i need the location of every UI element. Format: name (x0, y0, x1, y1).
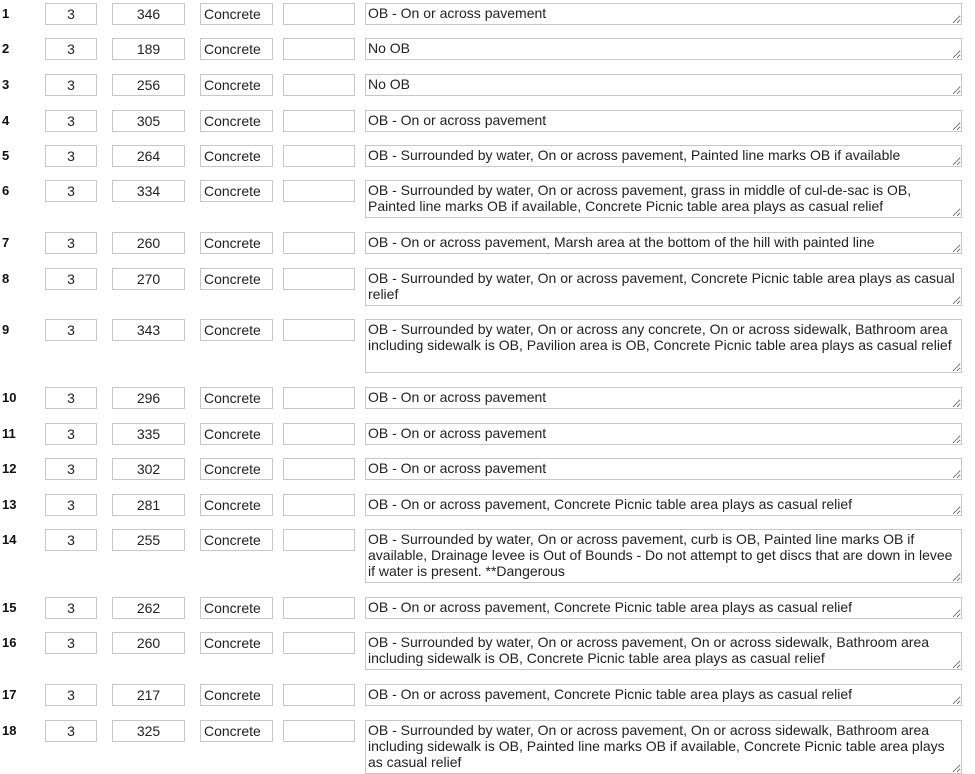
hole-number: 12 (2, 461, 17, 476)
notes-textarea[interactable] (365, 720, 962, 774)
par-input[interactable] (45, 232, 97, 254)
extra-input[interactable] (283, 684, 355, 706)
distance-input[interactable] (112, 458, 185, 480)
extra-input[interactable] (283, 387, 355, 409)
extra-input[interactable] (283, 494, 355, 516)
extra-input[interactable] (283, 110, 355, 132)
tee-type-input[interactable] (200, 110, 273, 132)
distance-input[interactable] (112, 597, 185, 619)
par-input[interactable] (45, 632, 97, 654)
hole-number: 10 (2, 390, 17, 405)
tee-type-input[interactable] (200, 423, 273, 445)
hole-number: 11 (2, 426, 16, 441)
notes-textarea[interactable] (365, 38, 962, 60)
par-input[interactable] (45, 720, 97, 742)
tee-type-input[interactable] (200, 145, 273, 167)
notes-textarea[interactable] (365, 319, 962, 373)
notes-textarea[interactable] (365, 632, 962, 670)
distance-input[interactable] (112, 684, 185, 706)
distance-input[interactable] (112, 3, 185, 25)
distance-input[interactable] (112, 423, 185, 445)
distance-input[interactable] (112, 232, 185, 254)
par-input[interactable] (45, 458, 97, 480)
notes-textarea[interactable] (365, 232, 962, 254)
notes-textarea[interactable] (365, 268, 962, 306)
par-input[interactable] (45, 684, 97, 706)
extra-input[interactable] (283, 180, 355, 202)
extra-input[interactable] (283, 74, 355, 96)
tee-type-input[interactable] (200, 529, 273, 551)
hole-number: 14 (2, 532, 17, 547)
hole-number: 4 (2, 113, 10, 128)
par-input[interactable] (45, 529, 97, 551)
notes-textarea[interactable] (365, 3, 962, 25)
hole-number: 13 (2, 497, 17, 512)
extra-input[interactable] (283, 268, 355, 290)
hole-number: 1 (2, 6, 10, 21)
distance-input[interactable] (112, 180, 185, 202)
hole-number: 2 (2, 41, 10, 56)
tee-type-input[interactable] (200, 632, 273, 654)
hole-number: 16 (2, 635, 17, 650)
tee-type-input[interactable] (200, 597, 273, 619)
notes-textarea[interactable] (365, 387, 962, 409)
hole-number: 7 (2, 235, 10, 250)
hole-number: 15 (2, 600, 17, 615)
extra-input[interactable] (283, 632, 355, 654)
tee-type-input[interactable] (200, 38, 273, 60)
par-input[interactable] (45, 597, 97, 619)
extra-input[interactable] (283, 423, 355, 445)
extra-input[interactable] (283, 232, 355, 254)
hole-number: 8 (2, 271, 10, 286)
notes-textarea[interactable] (365, 684, 962, 706)
notes-textarea[interactable] (365, 458, 962, 480)
hole-number: 6 (2, 183, 10, 198)
tee-type-input[interactable] (200, 458, 273, 480)
notes-textarea[interactable] (365, 494, 962, 516)
tee-type-input[interactable] (200, 319, 273, 341)
hole-number: 9 (2, 322, 10, 337)
tee-type-input[interactable] (200, 268, 273, 290)
par-input[interactable] (45, 387, 97, 409)
par-input[interactable] (45, 494, 97, 516)
par-input[interactable] (45, 74, 97, 96)
par-input[interactable] (45, 319, 97, 341)
par-input[interactable] (45, 3, 97, 25)
par-input[interactable] (45, 110, 97, 132)
tee-type-input[interactable] (200, 180, 273, 202)
extra-input[interactable] (283, 3, 355, 25)
distance-input[interactable] (112, 145, 185, 167)
extra-input[interactable] (283, 458, 355, 480)
tee-type-input[interactable] (200, 387, 273, 409)
extra-input[interactable] (283, 529, 355, 551)
tee-type-input[interactable] (200, 494, 273, 516)
notes-textarea[interactable] (365, 597, 962, 619)
distance-input[interactable] (112, 529, 185, 551)
tee-type-input[interactable] (200, 720, 273, 742)
distance-input[interactable] (112, 387, 185, 409)
distance-input[interactable] (112, 720, 185, 742)
extra-input[interactable] (283, 319, 355, 341)
distance-input[interactable] (112, 632, 185, 654)
hole-number: 3 (2, 77, 10, 92)
par-input[interactable] (45, 423, 97, 445)
tee-type-input[interactable] (200, 74, 273, 96)
notes-textarea[interactable] (365, 180, 962, 218)
distance-input[interactable] (112, 268, 185, 290)
tee-type-input[interactable] (200, 232, 273, 254)
par-input[interactable] (45, 38, 97, 60)
extra-input[interactable] (283, 38, 355, 60)
tee-type-input[interactable] (200, 684, 273, 706)
distance-input[interactable] (112, 110, 185, 132)
notes-textarea[interactable] (365, 423, 962, 445)
notes-textarea[interactable] (365, 110, 962, 132)
extra-input[interactable] (283, 145, 355, 167)
par-input[interactable] (45, 180, 97, 202)
hole-number: 18 (2, 723, 17, 738)
distance-input[interactable] (112, 74, 185, 96)
notes-textarea[interactable] (365, 145, 962, 167)
distance-input[interactable] (112, 38, 185, 60)
distance-input[interactable] (112, 494, 185, 516)
hole-number: 5 (2, 148, 10, 163)
distance-input[interactable] (112, 319, 185, 341)
notes-textarea[interactable] (365, 529, 962, 583)
tee-type-input[interactable] (200, 3, 273, 25)
extra-input[interactable] (283, 720, 355, 742)
par-input[interactable] (45, 145, 97, 167)
par-input[interactable] (45, 268, 97, 290)
hole-number: 17 (2, 687, 17, 702)
notes-textarea[interactable] (365, 74, 962, 96)
extra-input[interactable] (283, 597, 355, 619)
